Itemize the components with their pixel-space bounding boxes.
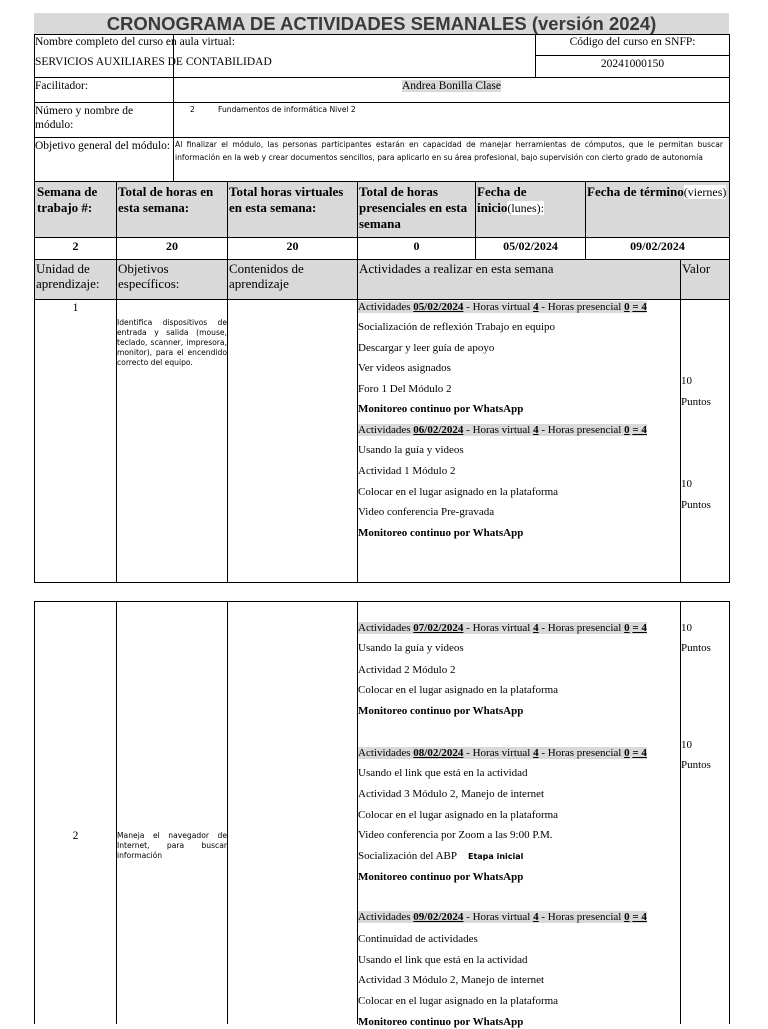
course-name-value: SERVICIOS AUXILIARES DE CONTABILIDAD xyxy=(35,56,272,68)
unit-2-day-2-closing: Monitoreo continuo por WhatsApp xyxy=(358,871,524,883)
value-header: Valor xyxy=(681,260,729,299)
unit-2-day-3-item: Colocar en el lugar asignado en la plataforma xyxy=(358,995,559,1007)
unit-1-day-2-item: Usando la guía y videos xyxy=(358,444,464,456)
unit-1-objective: Identifica dispositivos de entrada y salida (mouse, teclado, scanner, impresora, monitor), para el encendido correcto del equipo. xyxy=(117,318,227,367)
contents-header: Contenidos de aprendizaje xyxy=(228,260,357,299)
unit-2-day-3-header: Actividades 09/02/2024 - Horas virtual 4 - Horas presencial 0 = 4 xyxy=(358,911,647,923)
week-number-header: Semana de trabajo #: xyxy=(35,182,116,237)
facilitator-label: Facilitador: xyxy=(35,80,89,92)
unit-2-number: 2 xyxy=(72,830,79,842)
module-number: 2 xyxy=(190,105,195,114)
unit-2-day-2-header: Actividades 08/02/2024 - Horas virtual 4 - Horas presencial 0 = 4 xyxy=(358,747,647,759)
module-name: Fundamentos de informática Nivel 2 xyxy=(218,105,356,114)
unit-1-day-2-closing: Monitoreo continuo por WhatsApp xyxy=(358,527,524,539)
objective-label: Objetivo general del módulo: xyxy=(35,140,171,152)
unit-2-points-value: 10 xyxy=(681,622,692,634)
unit-1-day-2-header: Actividades 06/02/2024 - Horas virtual 4 - Horas presencial 0 = 4 xyxy=(358,424,647,436)
presential-hours-header: Total de horas presenciales en esta semana xyxy=(358,182,475,237)
unit-1-day-2-item: Actividad 1 Módulo 2 xyxy=(358,465,456,477)
unit-2-day-1-closing: Monitoreo continuo por WhatsApp xyxy=(358,705,524,717)
course-code-label: Código del curso en SNFP: xyxy=(569,36,696,48)
unit-1-day-1-item: Descargar y leer guía de apoyo xyxy=(358,342,495,354)
unit-1-day-1-item: Foro 1 Del Módulo 2 xyxy=(358,383,452,395)
unit-1-day-1-item: Socialización de reflexión Trabajo en equipo xyxy=(358,321,556,333)
unit-1-points-value: 10 xyxy=(681,478,692,490)
unit-2-points-value: 10 xyxy=(681,739,692,751)
unit-2-day-1-item: Colocar en el lugar asignado en la plataforma xyxy=(358,684,559,696)
virtual-hours-header: Total horas virtuales en esta semana: xyxy=(228,182,357,237)
unit-2-day-2-item: Colocar en el lugar asignado en la plataforma xyxy=(358,809,559,821)
unit-2-abp-line: Socialización del ABP Etapa inicial xyxy=(358,850,524,862)
unit-2-day-2-item: Actividad 3 Módulo 2, Manejo de internet xyxy=(358,788,545,800)
unit-1-day-2-item: Video conferencia Pre-gravada xyxy=(358,506,495,518)
week-number-value: 2 xyxy=(72,239,79,253)
course-name-label: Nombre completo del curso en aula virtual: xyxy=(35,36,235,48)
unit-header: Unidad de aprendizaje: xyxy=(35,260,116,299)
objectives-header: Objetivos específicos: xyxy=(117,260,227,299)
unit-1-points-value: 10 xyxy=(681,375,692,387)
module-label: Número y nombre de módulo: xyxy=(35,105,134,131)
unit-1-day-2-item: Colocar en el lugar asignado en la plataforma xyxy=(358,486,559,498)
unit-2-day-1-header: Actividades 07/02/2024 - Horas virtual 4 - Horas presencial 0 = 4 xyxy=(358,622,647,634)
end-date-value: 09/02/2024 xyxy=(630,239,685,253)
unit-2-day-2-item: Usando el link que está en la actividad xyxy=(358,767,528,779)
end-date-header: Fecha de término(viernes) xyxy=(586,182,729,237)
unit-1-day-1-closing: Monitoreo continuo por WhatsApp xyxy=(358,403,524,415)
unit-2-day-1-item: Actividad 2 Módulo 2 xyxy=(358,664,456,676)
start-date-header: Fecha de inicio(lunes): xyxy=(476,182,585,237)
presential-hours-value: 0 xyxy=(413,239,420,253)
facilitator-value: Andrea Bonilla Clase xyxy=(401,80,501,92)
document-title: CRONOGRAMA DE ACTIVIDADES SEMANALES (versión 2024) xyxy=(34,13,729,35)
unit-1-day-1-header: Actividades 05/02/2024 - Horas virtual 4 - Horas presencial 0 = 4 xyxy=(358,301,647,313)
unit-2-day-3-item: Actividad 3 Módulo 2, Manejo de internet xyxy=(358,974,545,986)
unit-2-day-3-item: Usando el link que está en la actividad xyxy=(358,954,528,966)
unit-1-points-label: Puntos xyxy=(681,499,711,511)
objective-value: Al finalizar el módulo, las personas participantes estarán en capacidad de manejar herramientas de cómputos, que le permitan buscar información en la web y crear documentos sencillos, para aplicarlo en su área profesional, bajo supervisión con cierto grado de autonomía xyxy=(175,140,723,162)
unit-2-objective: Maneja el navegador de Internet, para buscar información xyxy=(117,831,227,860)
unit-2-points-label: Puntos xyxy=(681,642,711,654)
total-hours-value: 20 xyxy=(166,239,178,253)
unit-2-day-3-closing: Monitoreo continuo por WhatsApp xyxy=(358,1016,524,1028)
virtual-hours-value: 20 xyxy=(286,239,299,253)
unit-1-points-label: Puntos xyxy=(681,396,711,408)
course-code-value: 20241000150 xyxy=(600,58,665,70)
unit-2-points-label: Puntos xyxy=(681,759,711,771)
unit-1-number: 1 xyxy=(72,302,79,314)
unit-2-day-1-item: Usando la guía y videos xyxy=(358,642,464,654)
unit-1-day-1-item: Ver videos asignados xyxy=(358,362,451,374)
total-hours-header: Total de horas en esta semana: xyxy=(117,182,227,237)
activities-header: Actividades a realizar en esta semana xyxy=(358,260,680,299)
start-date-value: 05/02/2024 xyxy=(503,239,558,253)
unit-2-day-2-item: Video conferencia por Zoom a las 9:00 P.M. xyxy=(358,829,553,841)
unit-2-day-3-item: Continuidad de actividades xyxy=(358,933,478,945)
